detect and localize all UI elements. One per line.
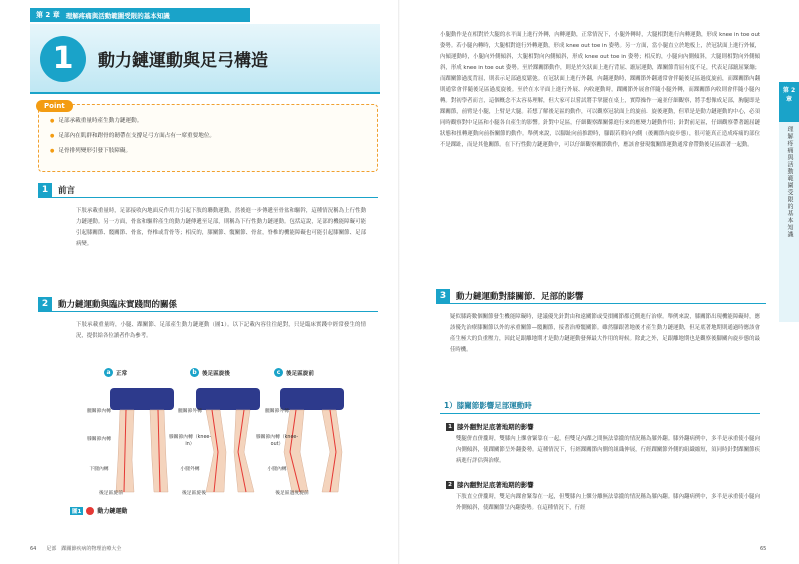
section-3-title: 動力鏈運動對膝關節．足部的影響 bbox=[456, 291, 584, 302]
figure-c-marker: c bbox=[274, 368, 283, 377]
figure-b-note: 膝關節內轉（knee-in） bbox=[168, 435, 212, 447]
figure-b-title: 後足區旋後 bbox=[202, 370, 230, 377]
figure-a-note: 後足區旋前 bbox=[99, 491, 123, 496]
red-dot-icon bbox=[86, 507, 94, 515]
side-tab-chapter: 第 2 章 bbox=[779, 82, 799, 122]
figure-b-note: 髖關節外轉 bbox=[178, 409, 202, 414]
figure-b-label bbox=[190, 368, 230, 377]
figure-a-note: 膝關節內轉 bbox=[87, 437, 111, 442]
figure-c-note: 膝關節內轉（knee-out） bbox=[255, 435, 299, 447]
point-item: ● 足部內在肌群和跗骨的韌帶在支撐足弓方面占有一席重要地位。 bbox=[50, 131, 215, 139]
figure-b-marker: b bbox=[190, 368, 199, 377]
mini-header-2-number: 2 bbox=[446, 481, 454, 489]
leg-illustration bbox=[60, 380, 370, 506]
section-3-number: 3 bbox=[436, 289, 450, 303]
figure-a-marker: a bbox=[104, 368, 113, 377]
right-footer: 65 bbox=[760, 546, 767, 552]
intro-text: 小腿動作是在相對於大腿的水平面上進行外轉，內轉運動，正常情況下，小腿外轉時，大腿相對進行內轉運動，形成 knee in toe out 姿勢。若小腿內轉時，大腿相對進行外轉運動，形成 knee out toe in 姿勢。另一方面，當小腿直立於地板上，於冠狀面上進行外傾，內傾運動時，小腿向外側傾斜，大腿相對向內側傾斜，形成 knee out toe in 姿勢；相反的，小腿向內側傾斜，大腿則相對向外側傾斜，形成 knee in toe out 姿勢。至於踝關節動作，則是於矢狀面上進行背屈、蹠屈運動，踝關節背屈有度不足，代表足部蹠屈緊繃；而踝關節過度背屈，則表示足部過度鬆弛。在冠狀面上進行外翻，內翻運動時，踝關節外翻通常會伴隨後足區過度旋前，而踝關節內翻則通常會伴隨後足區過度旋後。至於在水平面上進行外展、內收運動時，踝關節外展會伴隨小腿外轉，而踝關節內收則會伴隨小腿內轉。對初學者而言，這個概念不太容易理解，但大家可以嘗試將手掌擺在桌上，實際操作一遍並仔細觀察，將手想像成足部，胸腿即是踝關節，前臂是小腿，上臂是大腿。若想了解後足區的動作，可以觀察冠狀面上的旋前．旋後運動，但單是是動力鏈運動的中心，必須同時觀察對中足區和小腿各自產生的影響。針對中足區，仔細觀察踝關係進行來的應變力鏈動作用；針對前足區，仔細觀察帶著蹠屈鏈狀態和扭轉運動向前指關節的動作。舉例來說，以腳趾向前推蹬時，腳跟若朝向內側（後關節內旋步態），很可能真正造成疼痛的部位不是踝趾，而是其他關節。在下行性動力鏈運動中，可以仔細觀察關節動作，應該會發現髖關節運動通常會帶動後足區跟著一起動。 bbox=[440, 32, 760, 148]
section-1-title: 前言 bbox=[58, 185, 76, 196]
mini-1-text: 雙腿併直併攏時，雙膝內上髁會緊靠在一起，但雙足內踝之間無法靠攏的情況稱為膝外翻。膝外翻病例中，多半是承重使小腿向內側傾斜，使踝關節呈外翻姿勢。這種情況下，行經踝關節內側的組織伸展，行經踝關節外側的組織縮短，須同時針對踝關節疾病進行評估與治療。 bbox=[456, 436, 760, 464]
mini-header-1 bbox=[446, 422, 534, 431]
chapter-band bbox=[30, 8, 250, 22]
section-2-number: 2 bbox=[38, 297, 52, 311]
section-2-title: 動力鏈運動與臨床實踐間的關係 bbox=[58, 299, 178, 310]
figure-caption-number: 圖1 bbox=[72, 508, 82, 515]
section-1-number: 1 bbox=[38, 183, 52, 197]
figure-a-note: 髖關節內轉 bbox=[87, 409, 111, 414]
chapter-number: 第 2 章 bbox=[36, 11, 60, 19]
section-1-text: 下肢承載重量時，足部接收內地面反作用力引起下肢的聯動運動，然後進一步傳遞至骨盆和驅幹，這種情況稱為上行性動力鏈運動。另一方面，骨盆和驅幹產生的動力鏈傳遞至足部，則稱為下行性動力鏈運動。包括這說，足部的機能障礙可能引起膝關節、髖關節、骨盆，脊椎或背骨等；相反的，膝關節、髖關節、骨盆，脊椎的機能障礙也可能引起膝關節、足部病變。 bbox=[76, 208, 366, 247]
section-number-badge: 1 bbox=[40, 36, 86, 82]
section-1-header bbox=[38, 182, 378, 198]
point-tag: Point bbox=[36, 100, 73, 112]
figure-c-label bbox=[274, 368, 314, 377]
mini-header-1-number: 1 bbox=[446, 423, 454, 431]
section-2-header bbox=[38, 296, 378, 312]
mini-header-1-title: 膝外翻對足底著地期的影響 bbox=[457, 423, 534, 431]
figure-c-note: 髖關節外轉 bbox=[265, 409, 289, 414]
point-item: ● 足部承載重量時產生動力鏈運動。 bbox=[50, 116, 215, 124]
section-3-text: 疑似膝跨數個關節發生機能障礙時，建議優先針對由和遠關節或受損關節都近側進行治療。舉例來說，膝關節出現機能障礙時，應該優先治療膝關節以外的承重關節—髖關節，接著治療髖關節。雖然腳跟著地後才產生動力鏈運動，但足底著地期則通過時應該會產生極大的負重壓力，因此足跟離地期才是動力鏈運動發揮最大作用的時候。除此之外，足跟離地期也是觀察後腳關內旋步態的最佳時機。 bbox=[450, 314, 760, 353]
section-3-header bbox=[436, 288, 766, 304]
figure-c-note: 後足區過度旋前 bbox=[275, 491, 309, 496]
figure-caption-text: 動力鏈運動 bbox=[97, 508, 128, 515]
figure-a-note: 下腿內轉 bbox=[89, 467, 109, 472]
chapter-title: 理解疼痛與活動範圍受限的基本知識 bbox=[65, 11, 170, 20]
mini-header-2 bbox=[446, 480, 534, 489]
left-footer: 64 足部 踝關節疾病的物理治療大全 bbox=[30, 546, 122, 552]
section-2-text: 下肢承載重量時，小腿、踝關節、足部產生動力鏈運動（圖1）。以下記載內容往往絕對，只是臨床實踐中經常發生的情況，提供給各位讀者作為參考。 bbox=[76, 322, 366, 339]
figure-c-title: 後足區旋前 bbox=[286, 370, 314, 377]
figure-b-note: 後足區旋後 bbox=[182, 491, 206, 496]
figure-caption bbox=[70, 506, 127, 515]
page-title: 動力鏈運動與足弓構造 bbox=[98, 51, 268, 71]
figure-b-note: 小腿外轉 bbox=[180, 467, 200, 472]
figure-a-label bbox=[104, 368, 127, 377]
point-item: ● 足骨排列變形引發下肢障礙。 bbox=[50, 146, 215, 154]
subsection-header: 1）膝關節影響足部運動時 bbox=[440, 400, 760, 414]
mini-2-text: 下肢直立併攏時，雙足內踝會緊靠在一起，但雙膝內上髁分離無法靠攏的情況稱為膝內翻。膝內翻病例中，多半是承重使小腿向外側傾斜，使踝關節呈內翻姿勢。在這種情況下，行經 bbox=[456, 494, 760, 511]
point-list bbox=[50, 116, 215, 161]
mini-header-2-title: 膝內翻對足底著地期的影響 bbox=[457, 481, 534, 489]
section-title-box bbox=[30, 24, 380, 94]
figure-c-note: 小腿內轉 bbox=[267, 467, 287, 472]
figure-a-title: 正常 bbox=[116, 370, 128, 377]
side-tab-text: 理解疼痛與活動範圍受限的基本知識 bbox=[786, 126, 793, 238]
